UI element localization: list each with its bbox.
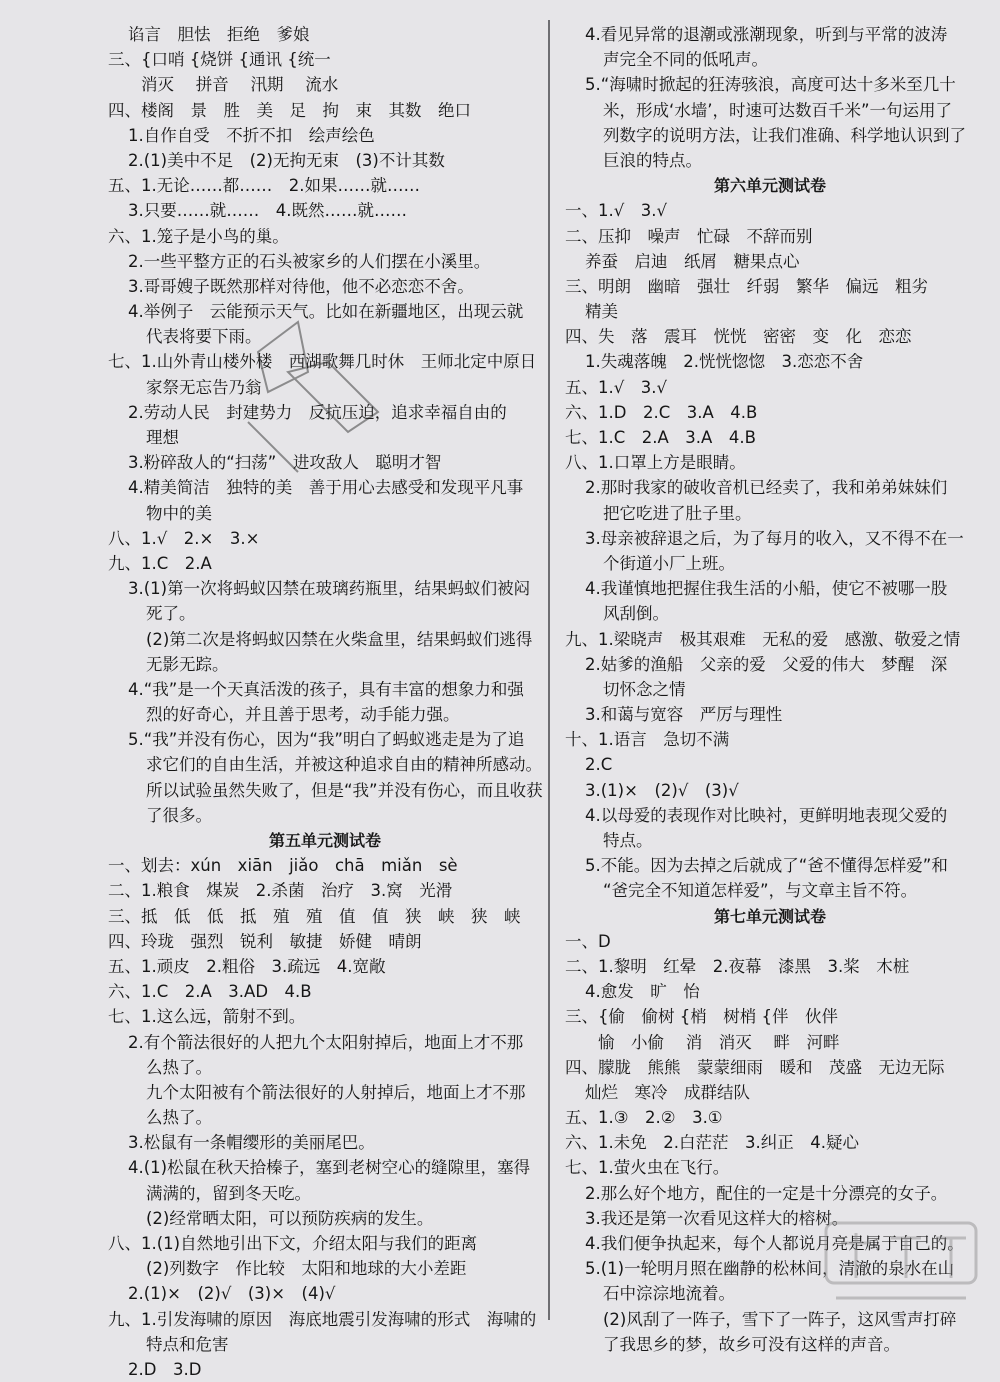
answer-line: 无影无踪。: [146, 654, 229, 674]
answer-line: 么热了。: [146, 1057, 212, 1077]
answer-line: 3.只要……就…… 4.既然……就……: [128, 201, 407, 221]
answer-line: 了很多。: [146, 805, 212, 825]
answer-line: 九、1.C 2.A: [108, 553, 212, 573]
answer-line: 谄言 胆怯 拒绝 爹娘: [128, 25, 310, 44]
answer-line: 3.和蔼与宽容 严厉与理性: [585, 705, 783, 725]
answer-line: (2)经常晒太阳，可以预防疾病的发生。: [146, 1208, 434, 1228]
answer-line: 4.(1)松鼠在秋天拾榛子，塞到老树空心的缝隙里，塞得: [128, 1158, 531, 1178]
answer-line: 四、楼阁 景 胜 美 足 拘 束 其数 绝口: [108, 100, 471, 120]
answer-line: 十、1.语言 急切不满: [565, 730, 730, 750]
answer-line: 七、1.山外青山楼外楼 西湖歌舞几时休 王师北定中原日: [108, 352, 537, 372]
left-column: [108, 22, 542, 1382]
answer-line: (2)风刮了一阵子，雪下了一阵子，这风雪声打碎: [603, 1309, 957, 1329]
section-title: 第七单元测试卷: [713, 906, 826, 926]
answer-line: 七、1.这么远，箭射不到。: [108, 1007, 306, 1027]
answer-line: 2.(1)美中不足 (2)无拘无束 (3)不计其数: [128, 150, 445, 170]
answer-line: 五、1.顽皮 2.粗俗 3.疏远 4.宽敞: [108, 956, 386, 976]
answer-line: 3.粉碎敌人的“扫荡” 进攻敌人 聪明才智: [128, 453, 442, 473]
answer-line: 六、1.C 2.A 3.AD 4.B: [108, 982, 312, 1002]
answer-line: 二、1.黎明 红晕 2.夜幕 漆黑 3.桨 木桩: [565, 956, 910, 976]
answer-line: 米，形成‘水墙’，时速可达数百千米”一句运用了: [603, 100, 953, 120]
answer-line: 4.以母爱的表现作对比映衬，更鲜明地表现父爱的: [585, 805, 948, 825]
answer-line: 六、1.笼子是小鸟的巢。: [108, 226, 289, 246]
answer-line: 石中淙淙地流着。: [603, 1284, 735, 1304]
answer-line: 家祭无忘告乃翁: [146, 377, 262, 397]
answer-line: 八、1.口罩上方是眼睛。: [565, 453, 746, 473]
answer-line: 2.姑爹的渔船 父亲的爱 父爱的伟大 梦醒 深: [585, 654, 948, 674]
column-divider: [548, 20, 550, 1320]
answer-line: 养蚕 启迪 纸屑 糖果点心: [585, 251, 800, 271]
answer-line: (2)列数字 作比较 太阳和地球的大小差距: [146, 1259, 467, 1279]
answer-line: 物中的美: [146, 503, 212, 523]
answer-line: 2.那时我家的破收音机已经卖了，我和弟弟妹妹们: [585, 478, 948, 498]
answer-line: 风刮倒。: [603, 604, 669, 624]
answer-line: 5.(1)一轮明月照在幽静的松林间，清澈的泉水在山: [585, 1259, 955, 1279]
answer-line: 死了。: [146, 604, 196, 624]
answer-line: 四、玲珑 强烈 锐利 敏捷 娇健 晴朗: [108, 931, 422, 951]
answer-line: 特点。: [603, 831, 653, 850]
answer-line: 1.失魂落魄 2.恍恍惚惚 3.恋恋不舍: [585, 352, 864, 372]
answer-line: “爸完全不知道怎样爱”，与文章主旨不符。: [603, 881, 918, 901]
section-title: 第六单元测试卷: [713, 176, 826, 196]
answer-line: 三、{偷 偷树 {梢 树梢 {伴 伙伴: [565, 1007, 838, 1027]
answer-line: (2)第二次是将蚂蚁囚禁在火柴盒里，结果蚂蚁们逃得: [146, 629, 533, 649]
answer-line: 巨浪的特点。: [603, 150, 702, 170]
answer-line: 2.D 3.D: [128, 1359, 202, 1379]
answer-line: 3.松鼠有一条帽缨形的美丽尾巴。: [128, 1133, 375, 1153]
answer-line: 六、1.未免 2.白茫茫 3.纠正 4.疑心: [565, 1133, 859, 1153]
answer-line: 八、1.(1)自然地引出下文，介绍太阳与我们的距离: [108, 1234, 478, 1253]
answer-line: 二、1.粮食 煤炭 2.杀菌 治疗 3.窝 光滑: [108, 881, 453, 901]
answer-line: 4.我谨慎地把握住我生活的小船，使它不被哪一股: [585, 579, 948, 599]
answer-line: 4.“我”是一个天真活泼的孩子，具有丰富的想象力和强: [128, 679, 524, 699]
answer-line: 一、1.√ 3.√: [565, 201, 668, 221]
answer-line: 代表将要下雨。: [146, 327, 262, 347]
answer-line: 五、1.③ 2.② 3.①: [565, 1108, 723, 1128]
answer-line: 3.哥哥嫂子既然那样对待他，他不必恋恋不舍。: [128, 276, 474, 296]
answer-line: 八、1.√ 2.× 3.×: [108, 528, 260, 548]
answer-line: 一、D: [565, 931, 611, 951]
answer-line: 三、抵 低 低 抵 殖 殖 值 值 狭 峡 狭 峡: [108, 906, 521, 926]
answer-line: 5.不能。因为去掉之后就成了“爸不懂得怎样爱”和: [585, 856, 948, 876]
answer-line: 四、朦胧 熊熊 蒙蒙细雨 暖和 茂盛 无边无际: [565, 1057, 945, 1077]
answer-line: 烈的好奇心，并且善于思考，动手能力强。: [146, 705, 460, 725]
answer-line: 愉 小偷 消 消灭 畔 河畔: [565, 1032, 840, 1052]
answer-line: 4.精美简洁 独特的美 善于用心去感受和发现平凡事: [128, 478, 524, 498]
answer-line: 三、明朗 幽暗 强壮 纤弱 繁华 偏远 粗劣: [565, 276, 928, 296]
answer-line: 七、1.萤火虫在飞行。: [565, 1158, 730, 1178]
answer-line: 3.(1)× (2)√ (3)√: [585, 780, 739, 800]
answer-line: 求它们的自由生活，并被这种追求自由的精神所感动。: [146, 755, 542, 775]
watermark-logo: [816, 1208, 986, 1318]
answer-line: 个街道小厂上班。: [603, 553, 735, 573]
answer-line: 一、划去：xún xiān jiǎo chā miǎn sè: [108, 856, 458, 876]
answer-line: 理想: [146, 428, 179, 447]
answer-line: 四、失 落 震耳 恍恍 密密 变 化 恋恋: [565, 327, 912, 347]
answer-line: 灿烂 寒冷 成群结队: [585, 1082, 750, 1102]
right-column: [565, 22, 975, 1357]
answer-line: 2.一些平整方正的石头被家乡的人们摆在小溪里。: [128, 251, 491, 271]
answer-line: 么热了。: [146, 1108, 212, 1128]
answer-line: 九、1.引发海啸的原因 海底地震引发海啸的形式 海啸的: [108, 1309, 537, 1329]
stamp-mark: [238, 312, 388, 492]
answer-line: 3.(1)第一次将蚂蚁囚禁在玻璃药瓶里，结果蚂蚁们被闷: [128, 579, 531, 599]
answer-line: 2.C: [585, 755, 613, 775]
answer-line: 4.举例子 云能预示天气。比如在新疆地区，出现云就: [128, 302, 524, 322]
answer-line: 六、1.D 2.C 3.A 4.B: [565, 402, 758, 422]
answer-line: 切怀念之情: [603, 679, 686, 699]
answer-line: 3.我还是第一次看见这样大的榕树。: [585, 1208, 849, 1228]
answer-line: 五、1.√ 3.√: [565, 377, 668, 397]
answer-line: 特点和危害: [146, 1334, 229, 1354]
answer-line: 消灭 拼音 汛期 流水: [108, 75, 339, 95]
answer-line: 2.那么好个地方，配住的一定是十分漂亮的女子。: [585, 1183, 948, 1203]
answer-line: 精美: [585, 302, 618, 322]
answer-line: 4.看见异常的退潮或涨潮现象，听到与平常的波涛: [585, 25, 948, 44]
answer-line: 列数字的说明方法，让我们准确、科学地认识到了: [603, 125, 966, 145]
answer-line: 4.愈发 旷 怡: [585, 982, 700, 1002]
answer-line: 4.我们便争执起来，每个人都说月亮是属于自己的。: [585, 1234, 964, 1253]
answer-line: 九个太阳被有个箭法很好的人射掉后，地面上才不那: [146, 1082, 526, 1102]
answer-line: 5.“我”并没有伤心，因为“我”明白了蚂蚁逃走是为了追: [128, 730, 525, 750]
answer-line: 把它吃进了肚子里。: [603, 503, 752, 523]
answer-line: 声完全不同的低吼声。: [603, 50, 768, 70]
answer-line: 2.(1)× (2)√ (3)× (4)√: [128, 1284, 336, 1304]
answer-line: 2.劳动人民 封建势力 反抗压迫，追求幸福自由的: [128, 402, 507, 422]
answer-line: 了我思乡的梦，故乡可没有这样的声音。: [603, 1334, 900, 1354]
answer-line: 五、1.无论……都…… 2.如果……就……: [108, 176, 420, 196]
answer-line: 二、压抑 噪声 忙碌 不辞而别: [565, 226, 813, 246]
answer-line: 七、1.C 2.A 3.A 4.B: [565, 428, 756, 447]
answer-line: 满满的，留到冬天吃。: [146, 1183, 311, 1203]
answer-line: 3.母亲被辞退之后，为了每月的收入，又不得不在一: [585, 528, 964, 548]
answer-line: 三、{口哨 {烧饼 {通讯 {统一: [108, 50, 331, 70]
answer-line: 2.有个箭法很好的人把九个太阳射掉后，地面上才不那: [128, 1032, 524, 1052]
answer-line: 所以试验虽然失败了，但是“我”并没有伤心，而且收获: [146, 780, 543, 800]
section-title: 第五单元测试卷: [268, 831, 381, 850]
answer-line: 九、1.梁晓声 极其艰难 无私的爱 感激、敬爱之情: [565, 629, 961, 649]
answer-line: 5.“海啸时掀起的狂涛骇浪，高度可达十多米至几十: [585, 75, 956, 95]
answer-line: 1.自作自受 不折不扣 绘声绘色: [128, 125, 375, 145]
